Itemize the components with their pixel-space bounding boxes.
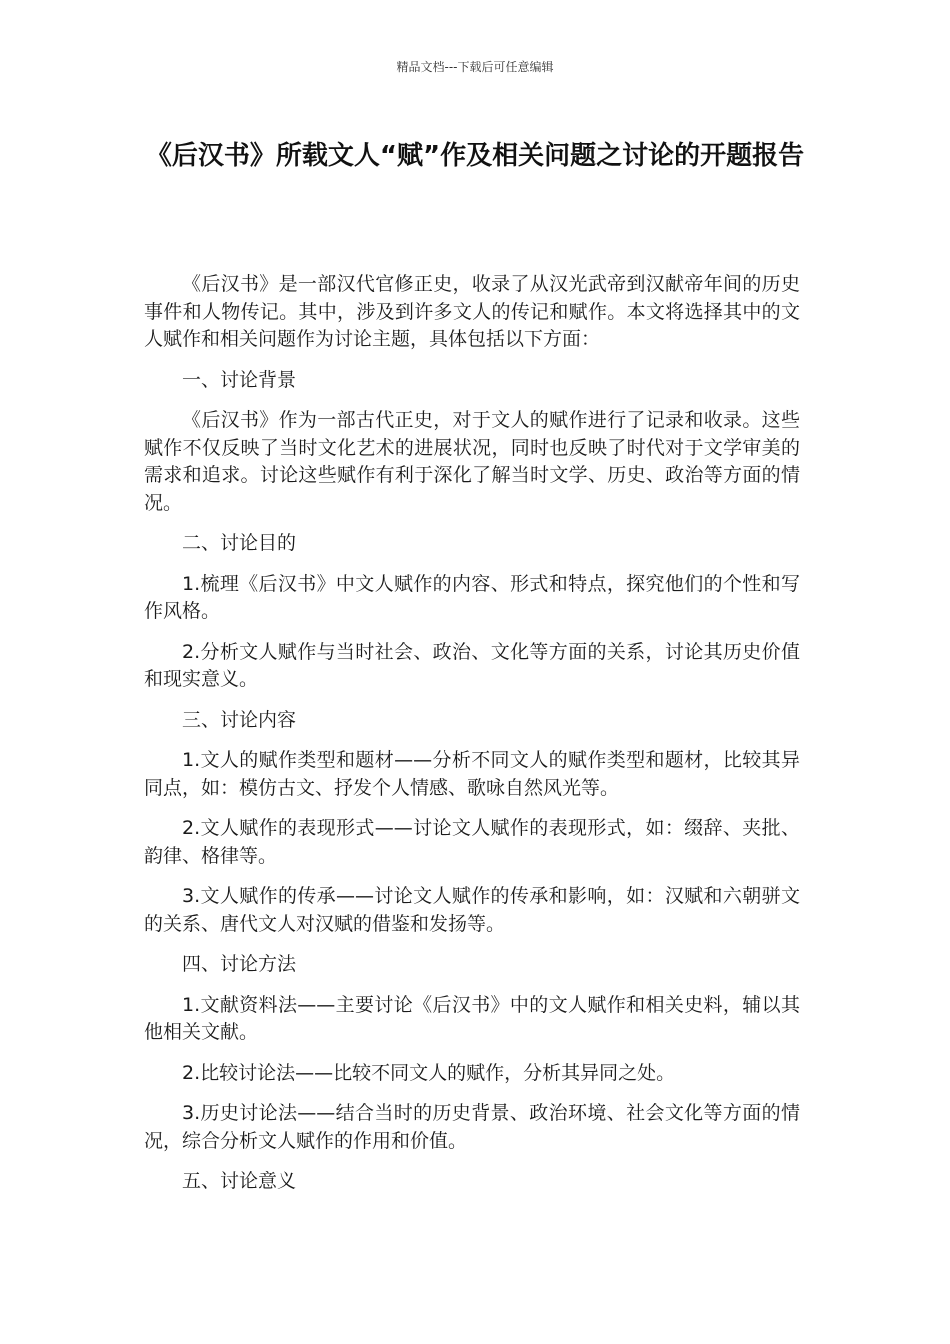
paragraph-background: 《后汉书》作为一部古代正史，对于文人的赋作进行了记录和收录。这些赋作不仅反映了当时文化艺术的进展状况，同时也反映了时代对于文学审美的需求和追求。讨论这些赋作有利于深化了解当时文学、历史、政治等方面的情况。	[144, 409, 800, 514]
paragraph-content-3: 3.文人赋作的传承——讨论文人赋作的传承和影响，如：汉赋和六朝骈文的关系、唐代文人对汉赋的借鉴和发扬等。	[144, 885, 800, 935]
paragraph-content-1: 1.文人的赋作类型和题材——分析不同文人的赋作类型和题材，比较其异同点，如：模仿古文、抒发个人情感、歌咏自然风光等。	[144, 749, 800, 799]
document-title: 《后汉书》所载文人“赋”作及相关问题之讨论的开题报告	[145, 141, 805, 171]
paragraph-intro: 《后汉书》是一部汉代官修正史，收录了从汉光武帝到汉献帝年间的历史事件和人物传记。其中，涉及到许多文人的传记和赋作。本文将选择其中的文人赋作和相关问题作为讨论主题，具体包括以下方面：	[144, 273, 800, 350]
paragraph-method-3: 3.历史讨论法——结合当时的历史背景、政治环境、社会文化等方面的情况，综合分析文人赋作的作用和价值。	[144, 1102, 800, 1152]
heading-purpose: 二、讨论目的	[182, 532, 297, 554]
document-body	[144, 271, 800, 1209]
paragraph-content-2: 2.文人赋作的表现形式——讨论文人赋作的表现形式，如：缀辞、夹批、韵律、格律等。	[144, 817, 800, 867]
heading-background: 一、讨论背景	[182, 368, 297, 391]
paragraph-purpose-1: 1.梳理《后汉书》中文人赋作的内容、形式和特点，探究他们的个性和写作风格。	[144, 572, 800, 622]
heading-method: 四、讨论方法	[182, 953, 297, 975]
heading-significance: 五、讨论意义	[182, 1170, 297, 1192]
paragraph-method-2: 2.比较讨论法——比较不同文人的赋作，分析其异同之处。	[182, 1061, 676, 1084]
paragraph-purpose-2: 2.分析文人赋作与当时社会、政治、文化等方面的关系，讨论其历史价值和现实意义。	[144, 640, 800, 690]
header-note: 精品文档---下载后可任意编辑	[396, 60, 554, 74]
heading-content: 三、讨论内容	[182, 708, 297, 731]
paragraph-method-1: 1.文献资料法——主要讨论《后汉书》中的文人赋作和相关史料，辅以其他相关文献。	[144, 993, 800, 1043]
